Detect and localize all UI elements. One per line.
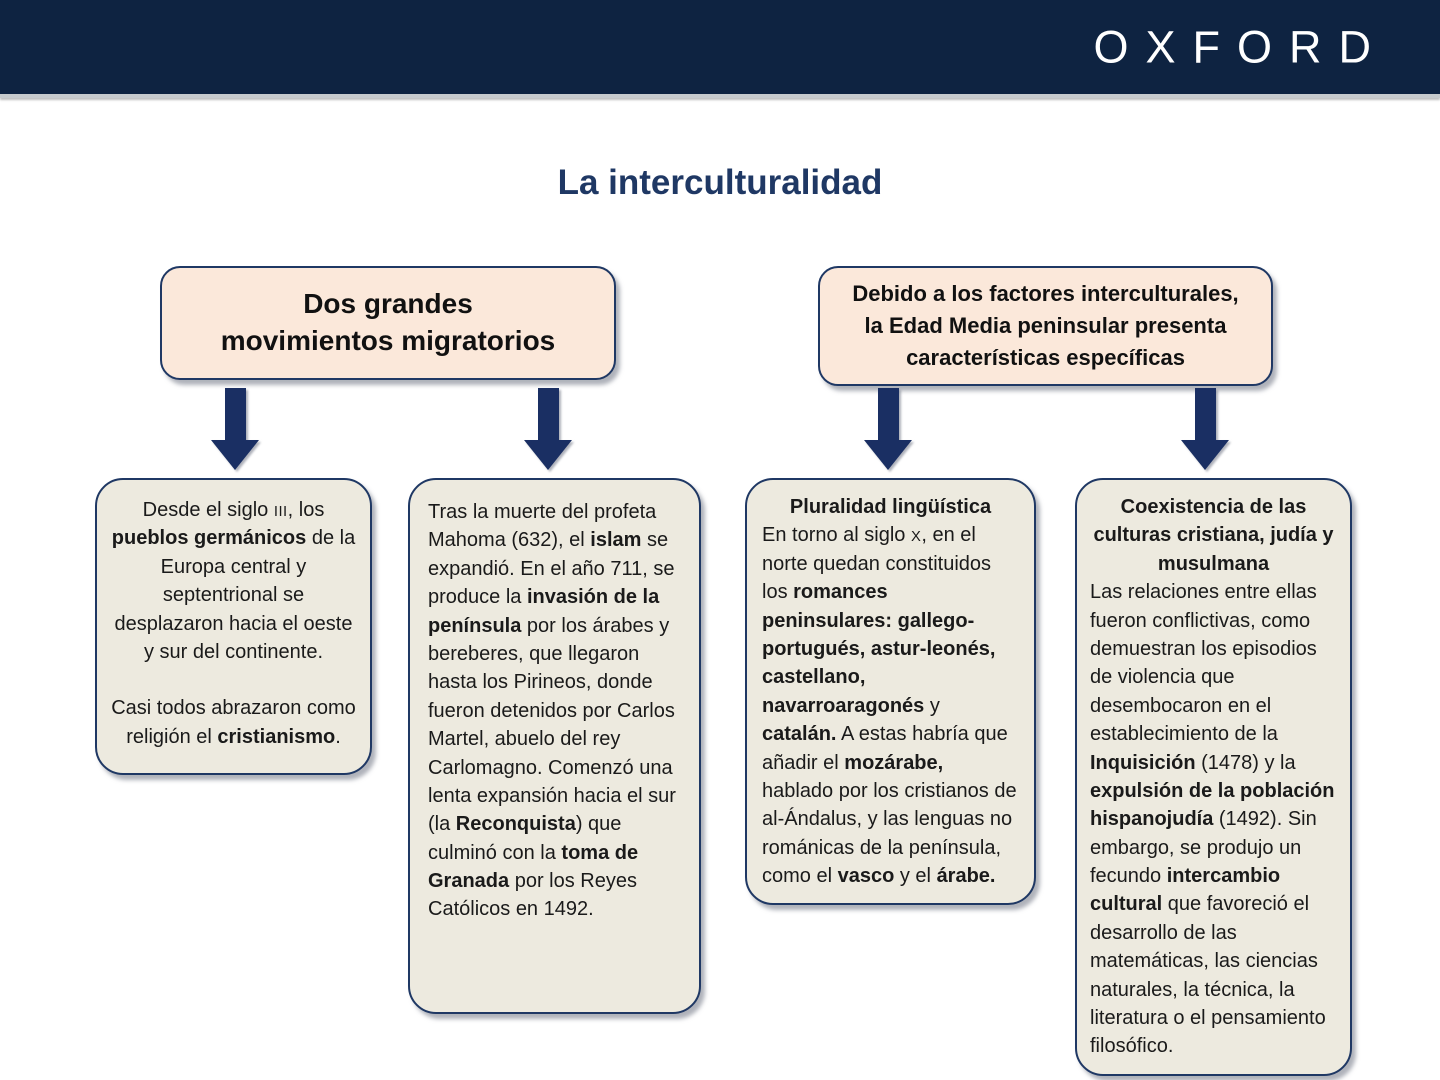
down-arrow-icon [1181, 388, 1229, 470]
topbox-migrations [160, 266, 616, 380]
topbox-intercultural-factors [818, 266, 1273, 386]
down-arrow-icon [211, 388, 259, 470]
infobox-cultural-coexistence [1075, 478, 1352, 1076]
down-arrow-icon [864, 388, 912, 470]
text-line: Debido a los factores interculturales, [852, 280, 1239, 306]
page-title: La interculturalidad [557, 163, 883, 202]
infobox-body [1090, 578, 1337, 1061]
header-bar [0, 0, 1440, 98]
paragraph: Desde el siglo III, los pueblos germánicos de la Europa central y septentrional se desplazaron hacia el oeste y sur del continente. [111, 499, 356, 663]
infobox-linguistic-plurality [745, 478, 1036, 905]
text-line: características específicas [906, 345, 1185, 371]
text-line: la Edad Media peninsular presenta [864, 312, 1227, 338]
text-line: movimientos migratorios [220, 325, 556, 356]
infobox-title: Coexistencia de las culturas cristiana, judía y musulmana [1093, 496, 1334, 575]
text-line: Dos grandes [303, 288, 473, 320]
paragraph: Tras la muerte del profeta Mahoma (632), el islam se expandió. En el año 711, se produce la invasión de la península por los árabes y bereberes, que llegaron hasta los Pirineos, donde fueron detenidos por Carlos Martel, abuelo del rey Carlomagno. Comenzó una lenta expansión hacia el sur (la Reconquista) que culminó con la toma de Granada por los Reyes Católicos en 1492. [428, 501, 676, 921]
paragraph: En torno al siglo X, en el norte quedan constituidos los romances peninsulares: gallego-portugués, astur-leonés, castellano, navarroaragonés y catalán. A estas habría que añadir el mozárabe, hablado por los cristianos de al-Ándalus, y las lenguas no románicas de la península, como el vasco y el árabe. [762, 524, 1017, 888]
infobox-title: Pluralidad lingüística [789, 496, 992, 518]
paragraph: Las relaciones entre ellas fueron conflictivas, como demuestran los episodios de violencia que desembocaron en el establecimiento de la Inquisición (1478) y la expulsión de la población hispanojudía (1492). Sin embargo, se produjo un fecundo intercambio cultural que favoreció el desarrollo de las matemáticas, las ciencias naturales, la técnica, la literatura o el pensamiento filosófico. [1090, 581, 1335, 1058]
oxford-logo: OXFORD [1093, 21, 1388, 73]
down-arrow-icon [524, 388, 572, 470]
infobox-body [762, 521, 1019, 890]
paragraph: Casi todos abrazaron como religión el cristianismo. [111, 697, 356, 748]
infobox-islam-expansion [408, 478, 701, 1014]
infobox-germanic-peoples [95, 478, 372, 775]
